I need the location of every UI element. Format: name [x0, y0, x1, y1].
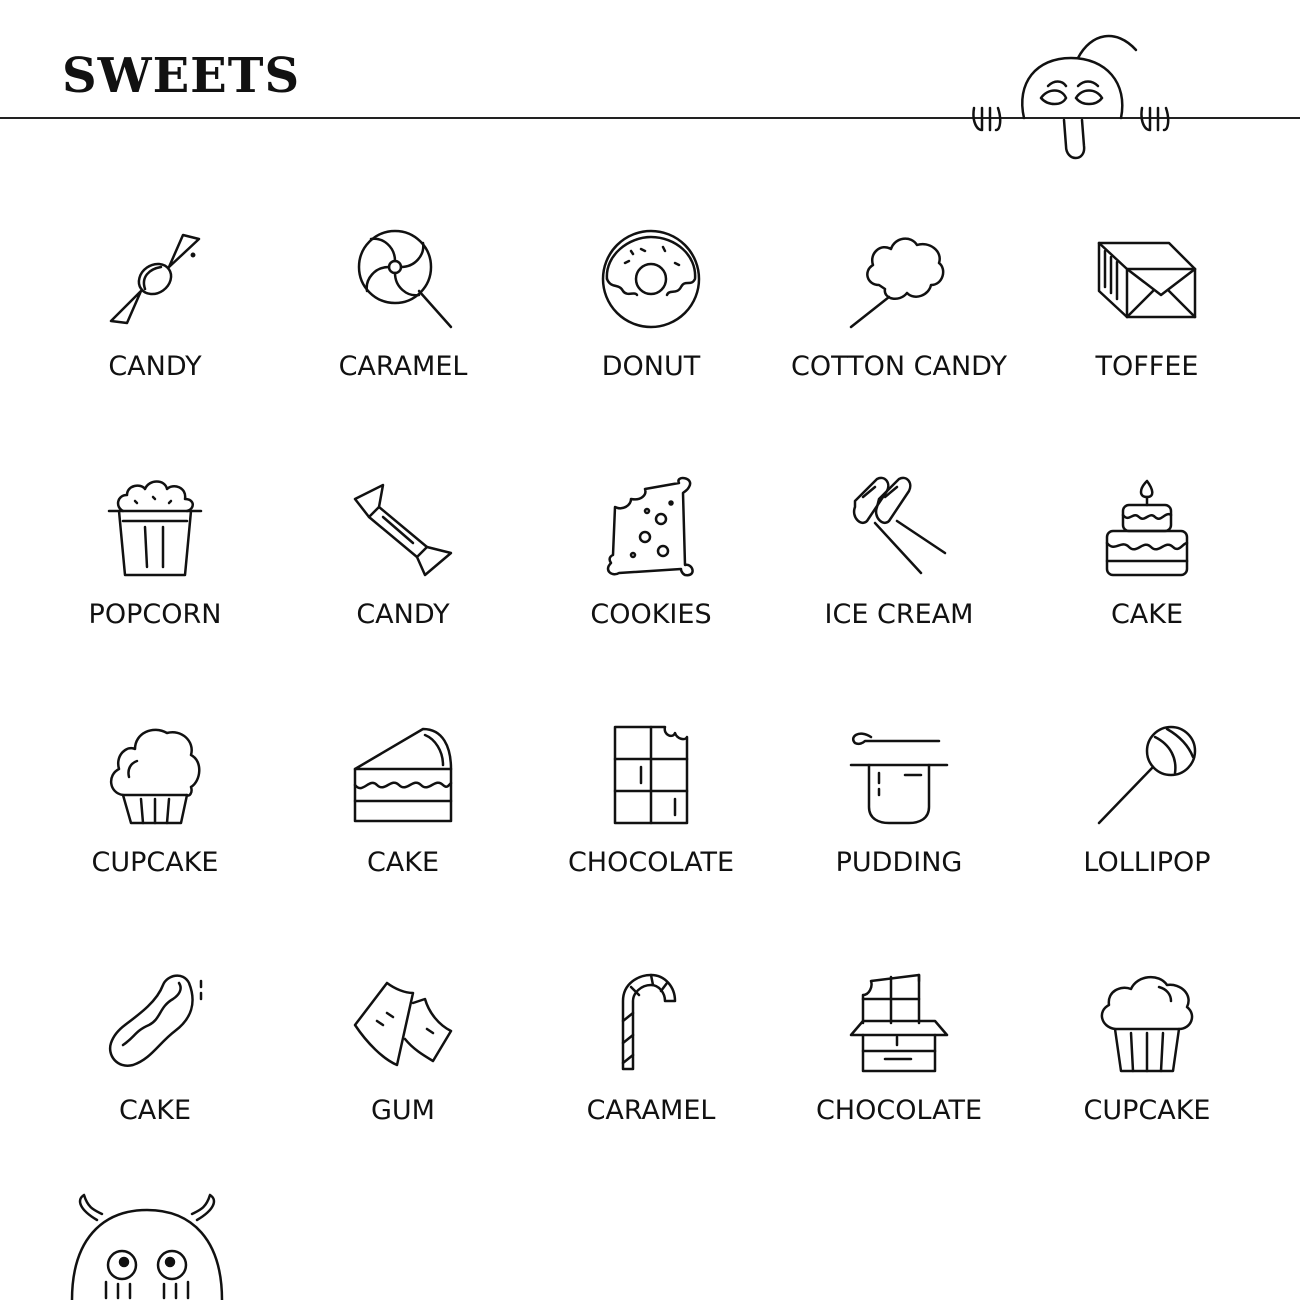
- icon-tile[interactable]: [283, 973, 523, 1173]
- candy-cane-icon: [601, 973, 701, 1073]
- birthday-cake-icon: [1097, 477, 1197, 577]
- item-label: CHOCOLATE: [815, 1095, 983, 1126]
- page-title: SWEETS: [62, 48, 301, 104]
- swirl-lollipop-icon: [353, 229, 453, 329]
- icon-tile[interactable]: [779, 725, 1019, 925]
- icon-tile[interactable]: [531, 973, 771, 1173]
- item-label: CUPCAKE: [1083, 1095, 1211, 1126]
- peeking-mascot-icon: [966, 28, 1181, 168]
- donut-icon: [601, 229, 701, 329]
- pudding-cup-icon: [849, 725, 949, 825]
- icon-tile[interactable]: [1027, 477, 1267, 677]
- twist-candy-icon: [353, 477, 453, 577]
- icon-tile[interactable]: [283, 477, 523, 677]
- toffee-box-icon: [1097, 229, 1197, 329]
- item-label: COOKIES: [590, 599, 712, 630]
- icon-tile[interactable]: [283, 725, 523, 925]
- ice-cream-bar-icon: [849, 477, 949, 577]
- wrapped-chocolate-icon: [849, 973, 949, 1073]
- item-label: DONUT: [601, 351, 701, 382]
- item-label: COTTON CANDY: [791, 351, 1007, 382]
- item-label: CANDY: [356, 599, 450, 630]
- item-label: LOLLIPOP: [1083, 847, 1211, 878]
- icon-tile[interactable]: [35, 229, 275, 429]
- icon-tile[interactable]: [531, 725, 771, 925]
- gum-icon: [353, 973, 453, 1073]
- cookie-icon: [601, 477, 701, 577]
- lollipop-icon: [1097, 725, 1197, 825]
- item-label: GUM: [371, 1095, 435, 1126]
- icon-tile[interactable]: [283, 229, 523, 429]
- item-label: PUDDING: [835, 847, 963, 878]
- muffin-icon: [105, 725, 205, 825]
- icon-tile[interactable]: [779, 973, 1019, 1173]
- item-label: CANDY: [108, 351, 202, 382]
- icon-tile[interactable]: [779, 477, 1019, 677]
- item-label: POPCORN: [88, 599, 222, 630]
- item-label: CARAMEL: [586, 1095, 716, 1126]
- item-label: CAKE: [118, 1095, 192, 1126]
- item-label: ICE CREAM: [824, 599, 974, 630]
- item-label: CAKE: [366, 847, 440, 878]
- cake-slice-icon: [353, 725, 453, 825]
- icon-tile[interactable]: [531, 477, 771, 677]
- icon-tile[interactable]: [531, 229, 771, 429]
- icon-tile[interactable]: [35, 477, 275, 677]
- icon-tile[interactable]: [1027, 725, 1267, 925]
- monster-mascot-icon: [62, 1190, 232, 1300]
- icon-tile[interactable]: [779, 229, 1019, 429]
- cupcake-icon: [1097, 973, 1197, 1073]
- icon-tile[interactable]: [35, 725, 275, 925]
- cotton-candy-icon: [849, 229, 949, 329]
- popcorn-icon: [105, 477, 205, 577]
- item-label: CARAMEL: [338, 351, 468, 382]
- item-label: CUPCAKE: [91, 847, 219, 878]
- item-label: CHOCOLATE: [567, 847, 735, 878]
- item-label: TOFFEE: [1095, 351, 1199, 382]
- icon-tile[interactable]: [35, 973, 275, 1173]
- icon-tile[interactable]: [1027, 973, 1267, 1173]
- chocolate-bar-icon: [601, 725, 701, 825]
- item-label: CAKE: [1110, 599, 1184, 630]
- wrapped-candy-icon: [105, 229, 205, 329]
- icon-tile[interactable]: [1027, 229, 1267, 429]
- eclair-icon: [105, 973, 205, 1073]
